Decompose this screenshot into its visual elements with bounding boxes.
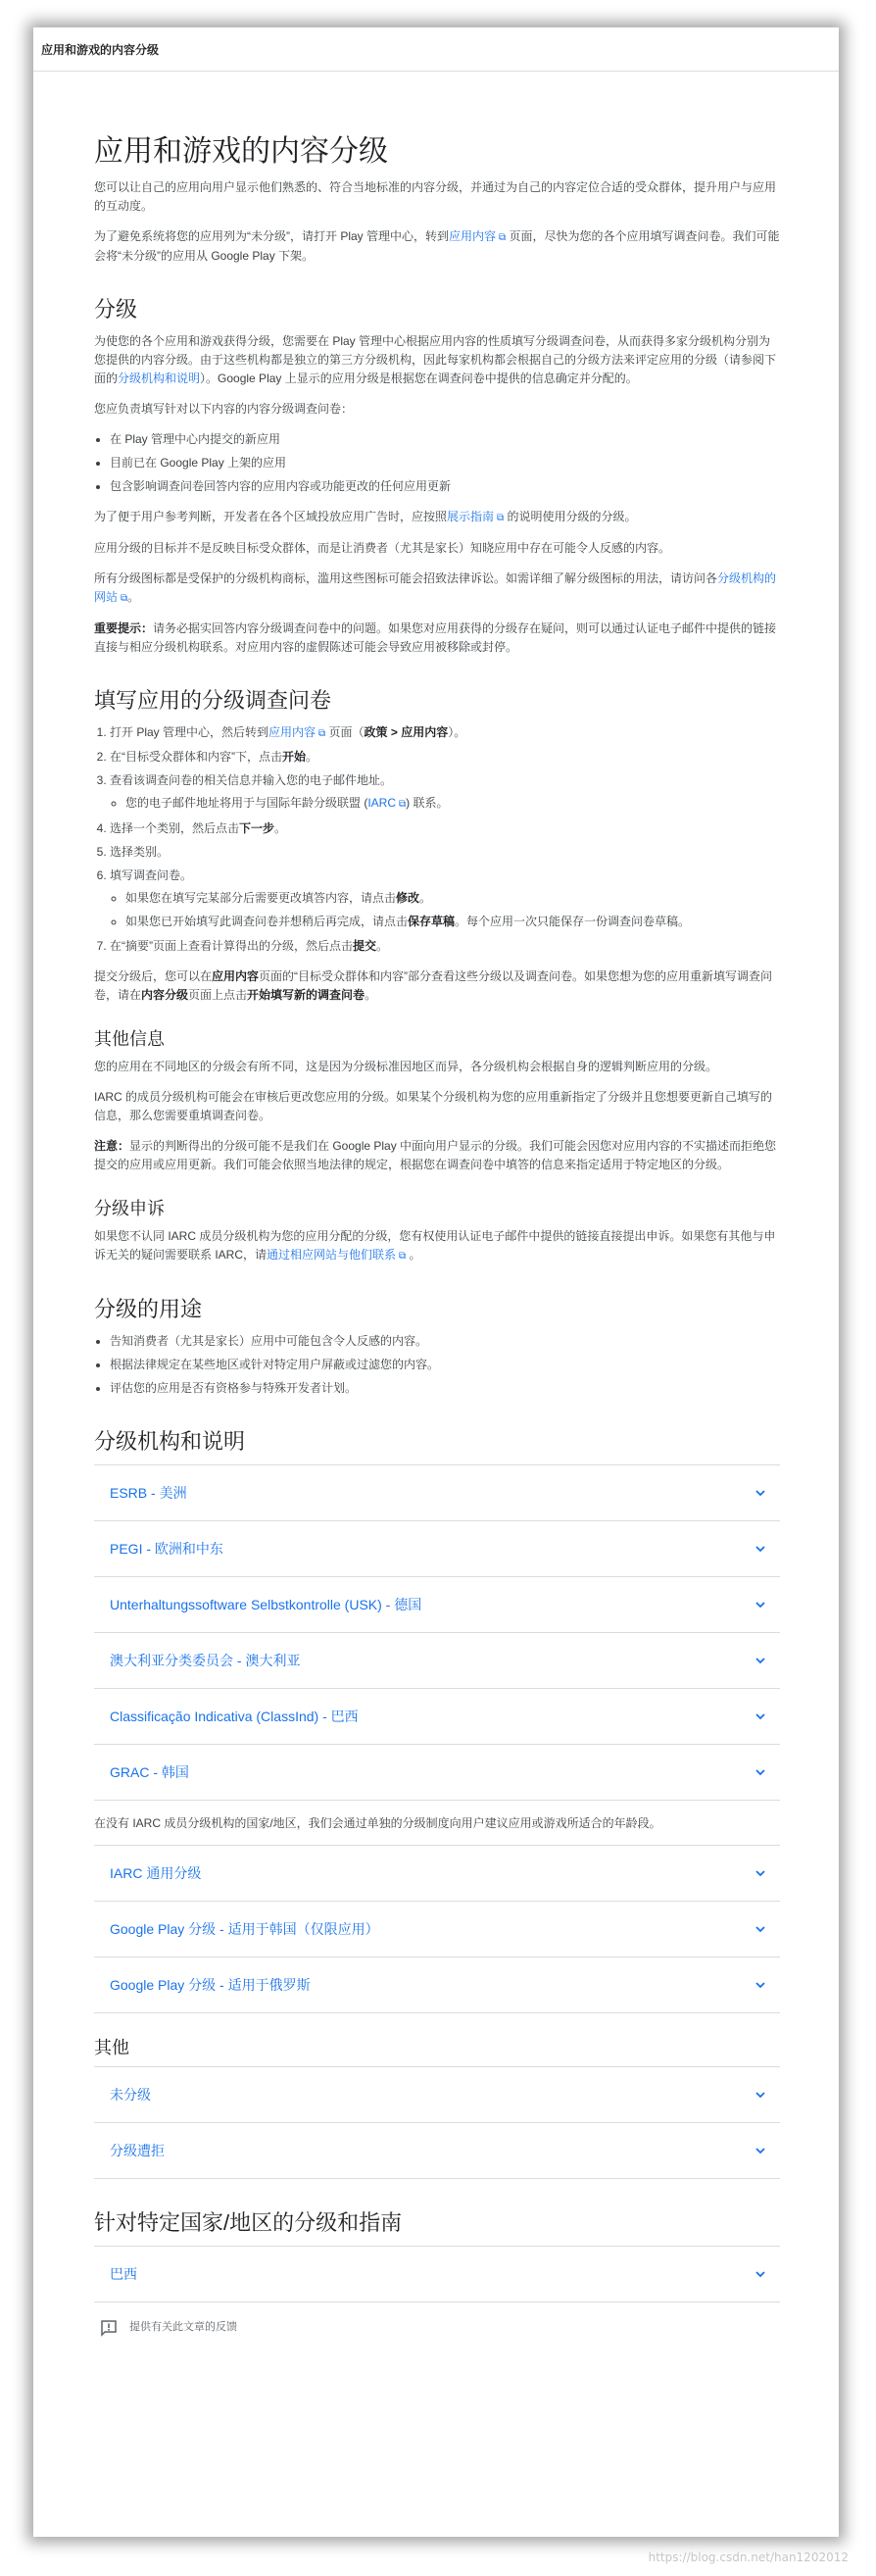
feedback-link[interactable]: 提供有关此文章的反馈: [94, 2318, 780, 2337]
chevron-down-icon: [754, 1979, 766, 1991]
accordion-item-gp-russia[interactable]: Google Play 分级 - 适用于俄罗斯: [94, 1957, 780, 2013]
rating-paragraph-4: 应用分级的目标并不是反映目标受众群体，而是让消费者（尤其是家长）知晓应用中存在可能令人反感的内容。: [94, 541, 671, 555]
accordion-item-iarc-generic[interactable]: IARC 通用分级: [94, 1846, 780, 1902]
other-info-paragraph-3: 注意：显示的判断得出的分级可能不是我们在 Google Play 中面向用户显示的分级。我们可能会因您对应用内容的不实描述而拒绝您提交的应用或应用更新。我们可能会依照当地法律的规定，根据您在调查问卷中填答的信息来指定适用于特定地区的分级。: [94, 1139, 777, 1171]
contact-iarc-link[interactable]: 通过相应网站与他们联系: [267, 1248, 397, 1262]
accordion-item-grac[interactable]: GRAC - 韩国: [94, 1745, 780, 1801]
list-item: • 包含影响调查问卷回答内容的应用内容或功能更改的任何应用更新: [110, 477, 780, 496]
watermark: https://blog.csdn.net/han1202012: [648, 2551, 849, 2564]
accordion-item-pegi[interactable]: PEGI - 欧洲和中东: [94, 1521, 780, 1577]
external-link-icon: ⧉: [399, 1251, 407, 1262]
iarc-link[interactable]: IARC: [367, 796, 397, 810]
chevron-down-icon: [754, 1923, 766, 1935]
accordion-item-brazil[interactable]: 巴西: [94, 2247, 780, 2303]
list-item: • 根据法律规定在某些地区或针对特定用户屏蔽或过滤您的内容。: [110, 1356, 780, 1374]
step-item: 7. 在“摘要”页面上查看计算得出的分级，然后点击提交。: [110, 937, 780, 956]
chevron-down-icon: [754, 1543, 766, 1555]
list-item: • 评估您的应用是否有资格参与特殊开发者计划。: [110, 1379, 780, 1398]
article-content: [94, 133, 780, 2337]
chevron-down-icon: [754, 1599, 766, 1610]
accordion-item-esrb[interactable]: ESRB - 美洲: [94, 1465, 780, 1521]
intro-paragraph-2: 为了避免系统将您的应用列为“未分级”，请打开 Play 管理中心，转到应用内容 ⧉ 页面，尽快为您的各个应用填写调查问卷。我们可能会将“未分级”的应用从 Google Play 下架。: [94, 229, 780, 263]
chevron-down-icon: [754, 1766, 766, 1778]
step-item: 3. 查看该调查问卷的相关信息并输入您的电子邮件地址。 ◦ 您的电子邮件地址将用于与国际年龄分级联盟 (IARC ⧉) 联系。: [110, 771, 780, 814]
chevron-down-icon: [754, 1655, 766, 1666]
other-info-paragraph-1: 您的应用在不同地区的分级会有所不同，这是因为分级标准因地区而异，各分级机构会根据自身的逻辑判断应用的分级。: [94, 1060, 718, 1073]
section-heading-bodies: 分级机构和说明: [94, 1429, 246, 1454]
top-bar-title: 应用和游戏的内容分级: [41, 42, 160, 57]
rating-list: [94, 430, 780, 496]
page-title: 应用和游戏的内容分级: [94, 135, 388, 168]
section-heading-country: 针对特定国家/地区的分级和指南: [94, 2210, 403, 2235]
accordion-item-unrated[interactable]: 未分级: [94, 2067, 780, 2123]
external-link-icon: ⧉: [318, 728, 326, 739]
external-link-icon: ⧉: [121, 593, 128, 604]
article-frame: [33, 27, 839, 2537]
accordion-item-usk[interactable]: Unterhaltungssoftware Selbstkontrolle (USK) - 德国: [94, 1577, 780, 1633]
chevron-down-icon: [754, 2089, 766, 2101]
rating-paragraph-3: 为了便于用户参考判断，开发者在各个区域投放应用广告时，应按照展示指南 ⧉ 的说明使用分级的分级。: [94, 510, 637, 523]
section-heading-appeal: 分级申诉: [94, 1199, 165, 1218]
intro-paragraph: 您可以让自己的应用向用户显示他们熟悉的、符合当地标准的内容分级，并通过为自己的内容定位合适的受众群体，提升用户与应用的互动度。: [94, 180, 777, 213]
list-item: • 在 Play 管理中心内提交的新应用: [110, 430, 780, 449]
bodies-accordion-2: [94, 1845, 780, 2013]
app-content-link[interactable]: 应用内容: [268, 725, 316, 739]
rating-paragraph-5: 所有分级图标都是受保护的分级机构商标，滥用这些图标可能会招致法律诉讼。如需详细了解分级图标的用法，请访问各分级机构的网站 ⧉。: [94, 571, 777, 604]
chevron-down-icon: [754, 2268, 766, 2280]
fill-steps: [94, 723, 780, 956]
accordion-item-refused[interactable]: 分级遭拒: [94, 2123, 780, 2179]
step-item: 4. 选择一个类别，然后点击下一步。: [110, 819, 780, 838]
chevron-down-icon: [754, 1710, 766, 1722]
accordion-item-classind[interactable]: Classificação Indicativa (ClassInd) - 巴西: [94, 1689, 780, 1745]
list-item: • 告知消费者（尤其是家长）应用中可能包含令人反感的内容。: [110, 1332, 780, 1351]
list-item: • 目前已在 Google Play 上架的应用: [110, 454, 780, 472]
chevron-down-icon: [754, 2145, 766, 2156]
bodies-accordion: [94, 1464, 780, 1801]
sub-step-item: ◦ 如果您已开始填写此调查问卷并想稍后再完成，请点击保存草稿。每个应用一次只能保存一份调查问卷草稿。: [125, 913, 780, 931]
bodies-note: 在没有 IARC 成员分级机构的国家/地区，我们会通过单独的分级制度向用户建议应用或游戏所适合的年龄段。: [94, 1816, 661, 1830]
fill-after-paragraph: 提交分级后，您可以在应用内容页面的“目标受众群体和内容”部分查看这些分级以及调查问卷。如果您想为您的应用重新填写调查问卷，请在内容分级页面上点击开始填写新的调查问卷。: [94, 969, 773, 1002]
rating-body-websites-link[interactable]: 分级机构的网站: [94, 571, 777, 604]
section-heading-rating: 分级: [94, 297, 138, 322]
section-heading-usage: 分级的用途: [94, 1297, 203, 1321]
step-item: 5. 选择类别。: [110, 843, 780, 862]
rating-paragraph-1: 为使您的各个应用和游戏获得分级，您需要在 Play 管理中心根据应用内容的性质填写分级调查问卷，从而获得多家分级机构分别为您提供的内容分级。由于这些机构都是独立的第三方分级机构，因此每家机构都会根据自己的分级方法来评定应用的分级（请参阅下面的分级机构和说明）。Google Play 上显示的应用分级是根据您在调查问卷中提供的信息确定并分配的。: [94, 334, 777, 385]
accordion-item-gp-korea[interactable]: Google Play 分级 - 适用于韩国（仅限应用）: [94, 1902, 780, 1957]
sub-step-item: ◦ 如果您在填写完某部分后需要更改填答内容，请点击修改。: [125, 889, 780, 908]
rating-bodies-link[interactable]: 分级机构和说明: [118, 372, 201, 385]
section-heading-others: 其他: [94, 2038, 129, 2057]
others-accordion: [94, 2066, 780, 2179]
external-link-icon: ⧉: [497, 513, 505, 523]
accordion-item-australia[interactable]: 澳大利亚分类委员会 - 澳大利亚: [94, 1633, 780, 1689]
chevron-down-icon: [754, 1487, 766, 1499]
top-bar: [33, 27, 839, 72]
external-link-icon: ⧉: [499, 232, 507, 243]
step-item: 1. 打开 Play 管理中心，然后转到应用内容 ⧉ 页面（政策 > 应用内容）。: [110, 723, 780, 743]
other-info-paragraph-2: IARC 的成员分级机构可能会在审核后更改您应用的分级。如果某个分级机构为您的应用重新指定了分级并且您想要更新自己填写的信息，那么您需要重填调查问卷。: [94, 1090, 773, 1122]
rating-paragraph-2: 您应负责填写针对以下内容的内容分级调查问卷：: [94, 402, 354, 416]
display-guide-link[interactable]: 展示指南: [447, 510, 495, 523]
section-heading-other-info: 其他信息: [94, 1029, 165, 1049]
usage-list: [94, 1332, 780, 1398]
sub-step-item: ◦ 您的电子邮件地址将用于与国际年龄分级联盟 (IARC ⧉) 联系。: [125, 794, 780, 814]
rating-paragraph-6: 重要提示：请务必据实回答内容分级调查问卷中的问题。如果您对应用获得的分级存在疑问，则可以通过认证电子邮件中提供的链接直接与相应分级机构联系。对应用内容的虚假陈述可能会导致应用被移除或封停。: [94, 621, 777, 654]
feedback-icon: [100, 2319, 118, 2337]
chevron-down-icon: [754, 1867, 766, 1879]
section-heading-fill: 填写应用的分级调查问卷: [94, 688, 332, 713]
appeal-paragraph: 如果您不认同 IARC 成员分级机构为您的应用分配的分级，您有权使用认证电子邮件中提供的链接直接提出申诉。如果您有其他与申诉无关的疑问需要联系 IARC，请通过相应网站与他们联系 ⧉ 。: [94, 1229, 776, 1262]
external-link-icon: ⧉: [399, 799, 407, 810]
country-accordion: [94, 2246, 780, 2303]
step-item: 6. 填写调查问卷。 ◦ 如果您在填写完某部分后需要更改填答内容，请点击修改。 ◦ 如果您已开始填写此调查问卷并想稍后再完成，请点击保存草稿。每个应用一次只能保存一份调查问卷草稿。: [110, 867, 780, 931]
app-content-link[interactable]: 应用内容: [449, 229, 497, 243]
step-item: 2. 在“目标受众群体和内容”下，点击开始。: [110, 748, 780, 767]
